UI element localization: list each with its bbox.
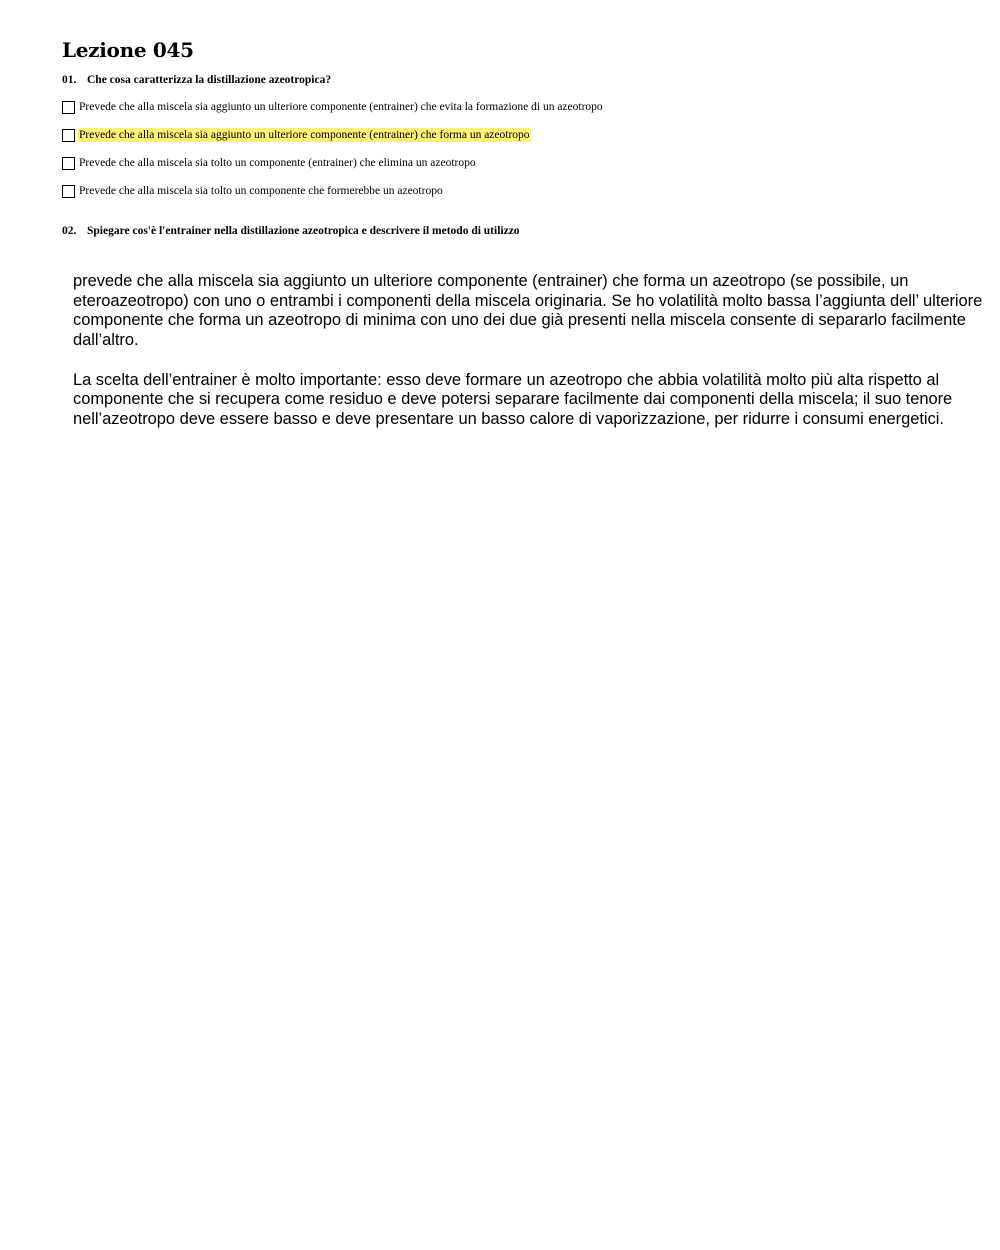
option-1-checkbox[interactable] bbox=[62, 101, 75, 114]
question-1 bbox=[62, 72, 331, 88]
answer-paragraph-2: La scelta dell’entrainer è molto importante: esso deve formare un azeotropo che abbia volatilità molto più alta rispetto al componente che si recupera come residuo e deve potersi separare facilmente dai componenti della miscela; il suo tenore nell’azeotropo deve essere basso e deve presentare un basso calore di vaporizzazione, per ridurre i consumi energetici. bbox=[73, 370, 953, 428]
option-4[interactable] bbox=[62, 183, 444, 199]
option-2-text-highlighted: Prevede che alla miscela sia aggiunto un ulteriore componente (entrainer) che forma un azeotropo bbox=[79, 129, 530, 141]
question-2-number: 02. bbox=[62, 225, 77, 237]
question-1-number: 01. bbox=[62, 74, 77, 86]
answer-paragraph-1: prevede che alla miscela sia aggiunto un ulteriore componente (entrainer) che forma un azeotropo (se possibile, un eteroazeotropo) con uno o entrambi i componenti della miscela originaria. Se ho volatilità molto bassa l’aggiunta dell’ ulteriore componente che forma un azeotropo di minima con uno dei due già presenti nella miscela consente di separarlo facilmente dall’altro. bbox=[73, 272, 983, 350]
option-3[interactable] bbox=[62, 155, 477, 171]
option-4-text: Prevede che alla miscela sia tolto un componente che formerebbe un azeotropo bbox=[79, 185, 443, 197]
option-2-checkbox[interactable] bbox=[62, 129, 75, 142]
option-3-text: Prevede che alla miscela sia tolto un componente (entrainer) che elimina un azeotropo bbox=[79, 157, 476, 169]
answer-block bbox=[73, 272, 993, 449]
page-title: Lezione 045 bbox=[62, 38, 194, 62]
option-1-text: Prevede che alla miscela sia aggiunto un ulteriore componente (entrainer) che evita la formazione di un azeotropo bbox=[79, 101, 603, 113]
question-1-text: Che cosa caratterizza la distillazione azeotropica? bbox=[87, 74, 332, 86]
option-4-checkbox[interactable] bbox=[62, 185, 75, 198]
option-1[interactable] bbox=[62, 99, 604, 115]
question-2 bbox=[62, 223, 520, 239]
option-3-checkbox[interactable] bbox=[62, 157, 75, 170]
option-2[interactable] bbox=[62, 127, 531, 143]
question-2-text: Spiegare cos'è l'entrainer nella distillazione azeotropica e descrivere il metodo di utilizzo bbox=[87, 225, 520, 237]
